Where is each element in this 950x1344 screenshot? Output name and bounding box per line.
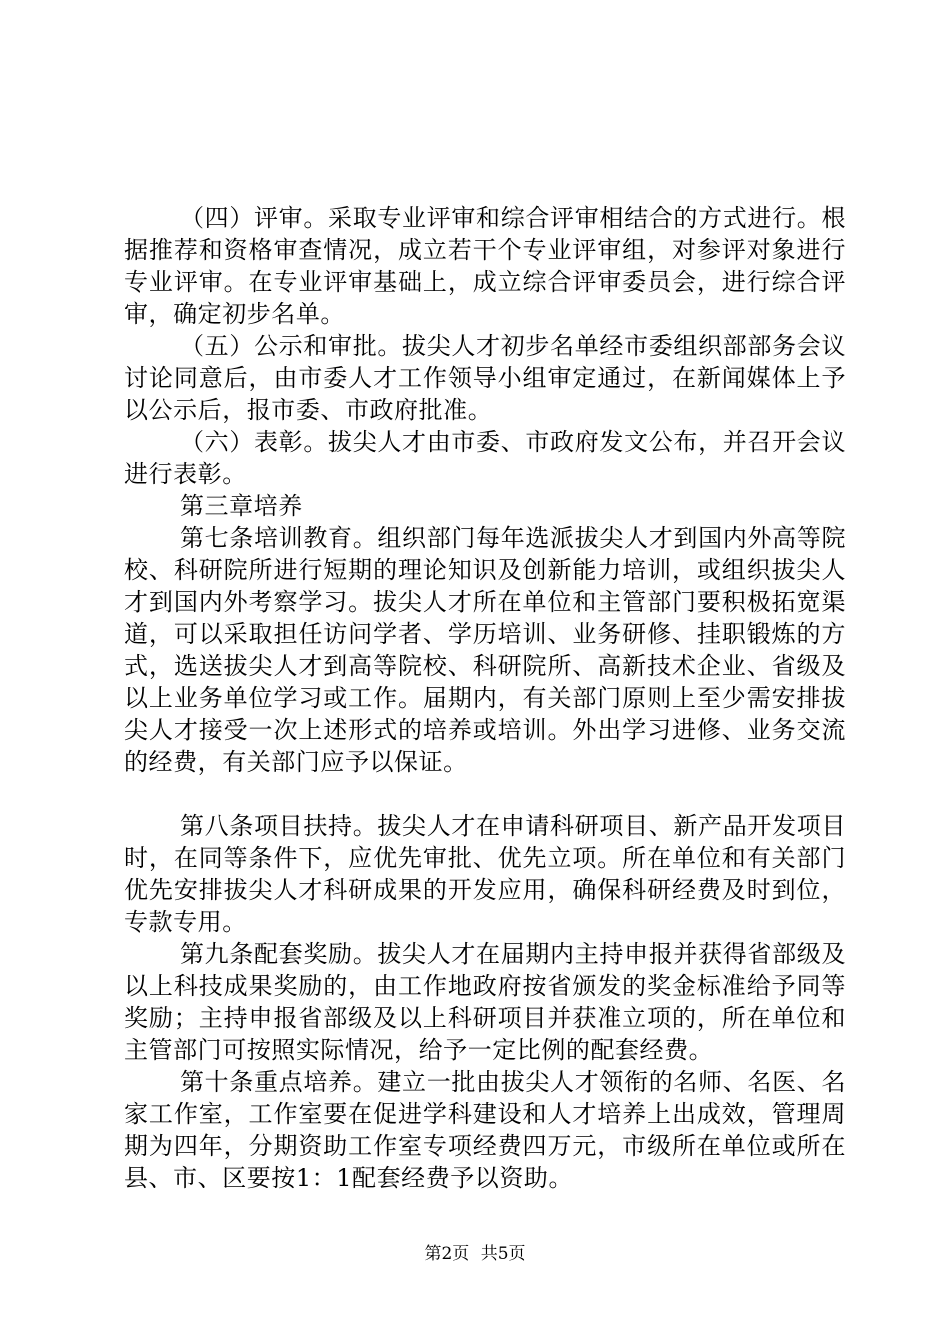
paragraph-spacer [124,778,846,810]
paragraph-article-10: 第十条重点培养。建立一批由拔尖人才领衔的名师、名医、名家工作室，工作室要在促进学科建设和人才培养上出成效，管理周期为四年，分期资助工作室专项经费四万元，市级所在单位或所在县、市、区要按1：1配套经费予以资助。 [124,1068,846,1192]
paragraph-publicity-approval: （五）公示和审批。拔尖人才初步名单经市委组织部部务会议讨论同意后，由市委人才工作领导小组审定通过，在新闻媒体上予以公示后，报市委、市政府批准。 [124,332,846,424]
chapter-heading: 第三章培养 [180,492,303,520]
paragraph-article-9: 第九条配套奖励。拔尖人才在届期内主持申报并获得省部级及以上科技成果奖励的，由工作地政府按省颁发的奖金标准给予同等奖励；主持申报省部级及以上科研项目并获准立项的，所在单位和主管部门可按照实际情况，给予一定比例的配套经费。 [124,940,846,1064]
page-number: 第2页 [424,1244,470,1264]
paragraph-article-8: 第八条项目扶持。拔尖人才在申请科研项目、新产品开发项目时，在同等条件下，应优先审批、优先立项。所在单位和有关部门优先安排拔尖人才科研成果的开发应用，确保科研经费及时到位，专款专用。 [124,812,846,936]
paragraph-article-7: 第七条培训教育。组织部门每年选派拔尖人才到国内外高等院校、科研院所进行短期的理论知识及创新能力培训，或组织拔尖人才到国内外考察学习。拔尖人才所在单位和主管部门要积极拓宽渠道，可以采取担任访问学者、学历培训、业务研修、挂职锻炼的方式，选送拔尖人才到高等院校、科研院所、高新技术企业、省级及以上业务单位学习或工作。届期内，有关部门原则上至少需安排拔尖人才接受一次上述形式的培养或培训。外出学习进修、业务交流的经费，有关部门应予以保证。 [124,524,846,776]
page-total: 共5页 [480,1244,526,1264]
document-body [124,202,846,1194]
paragraph-review: （四）评审。采取专业评审和综合评审相结合的方式进行。根据推荐和资格审查情况，成立若干个专业评审组，对参评对象进行专业评审。在专业评审基础上，成立综合评审委员会，进行综合评审，确定初步名单。 [124,204,846,328]
page-footer [0,1244,950,1264]
paragraph-commendation: （六）表彰。拔尖人才由市委、市政府发文公布，并召开会议进行表彰。 [124,428,846,488]
